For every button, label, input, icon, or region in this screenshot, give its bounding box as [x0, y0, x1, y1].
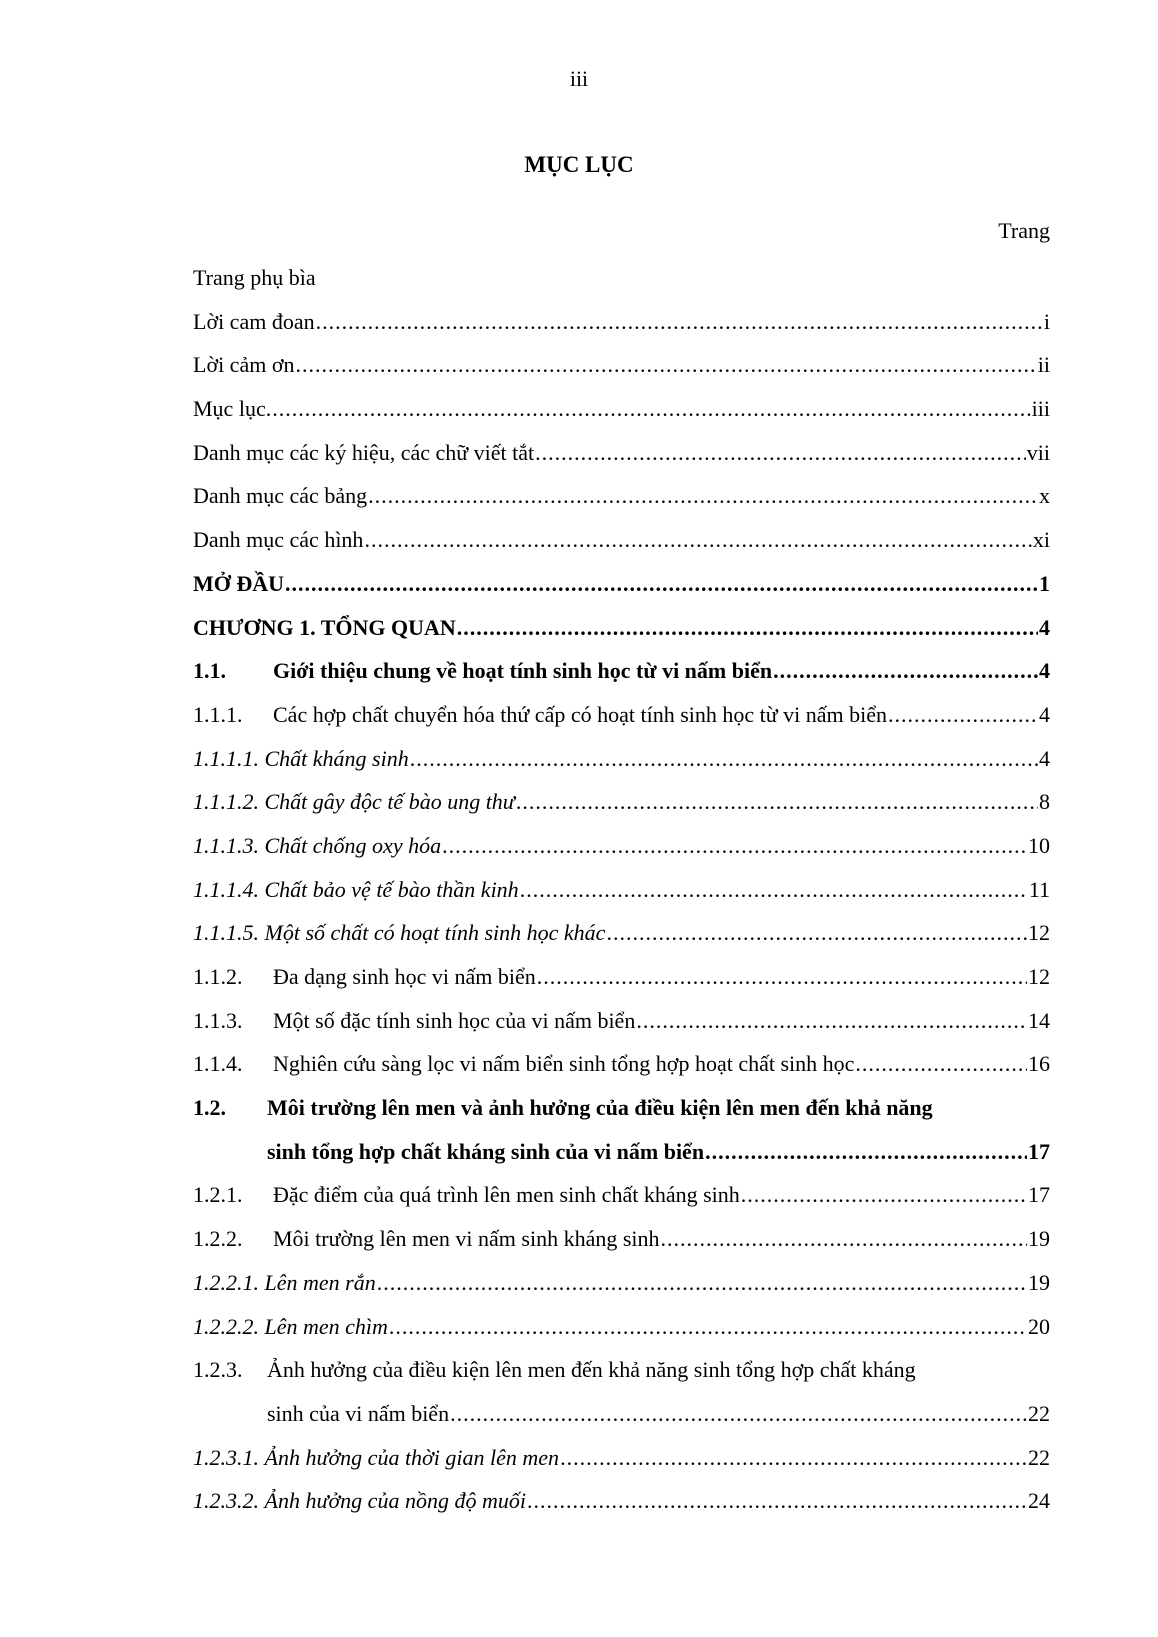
- toc-entry-page: xi: [1032, 527, 1050, 553]
- toc-entry-text: CHƯƠNG 1. TỔNG QUAN: [193, 614, 456, 640]
- toc-entry-number: 1.2.: [193, 1095, 226, 1121]
- table-of-contents: [193, 256, 1050, 1523]
- toc-entry-1-2-continued[interactable]: [193, 1130, 1050, 1174]
- dot-leader: [442, 824, 1027, 868]
- toc-entry-page: 19: [1028, 1269, 1050, 1295]
- toc-entry-text-line2: sinh tổng hợp chất kháng sinh của vi nấm biển: [267, 1138, 705, 1164]
- toc-entry-text: Một số đặc tính sinh học của vi nấm biển: [273, 1007, 636, 1033]
- toc-entry-text: Đa dạng sinh học vi nấm biển: [273, 964, 536, 989]
- toc-entry-declaration[interactable]: [193, 300, 1050, 344]
- toc-entry-1-2[interactable]: [193, 1086, 1050, 1130]
- dot-leader: [773, 649, 1038, 693]
- toc-entry-text: 1.1.1.3. Chất chống oxy hóa: [193, 832, 442, 858]
- page-title: MỤC LỤC: [524, 152, 634, 177]
- dot-leader: [377, 1261, 1027, 1305]
- toc-entry-text: Giới thiệu chung về hoạt tính sinh học từ vi nấm biển: [273, 658, 773, 684]
- toc-entry-text: Mục lục.: [193, 396, 272, 422]
- dot-leader: [888, 693, 1038, 737]
- toc-entry-page: 12: [1028, 920, 1050, 946]
- toc-entry-text: 1.1.1.5. Một số chất có hoạt tính sinh học khác: [193, 920, 606, 946]
- toc-entry-text: Môi trường lên men vi nấm sinh kháng sinh: [273, 1226, 660, 1252]
- dot-leader: [606, 911, 1027, 955]
- toc-entry-tables[interactable]: [193, 474, 1050, 518]
- toc-entry-page: 12: [1028, 964, 1050, 989]
- toc-entry-abbreviations[interactable]: [193, 431, 1050, 475]
- toc-entry-page: 4: [1039, 701, 1050, 727]
- toc-entry-number: 1.1.: [193, 658, 226, 684]
- toc-entry-1-2-2[interactable]: [193, 1217, 1050, 1261]
- toc-entry-number: 1.2.2.: [193, 1226, 243, 1252]
- toc-entry-1-1-3[interactable]: [193, 999, 1050, 1043]
- dot-leader: [636, 999, 1027, 1043]
- toc-entry-page: 4: [1039, 658, 1050, 684]
- toc-entry-1-1-4[interactable]: [193, 1042, 1050, 1086]
- dot-leader: [410, 737, 1038, 781]
- toc-entry-page: 14: [1028, 1007, 1050, 1033]
- toc-entry-page: 24: [1028, 1488, 1050, 1514]
- toc-entry-text: 1.2.3.2. Ảnh hưởng của nồng độ muối: [193, 1488, 526, 1514]
- toc-entry-page: 22: [1028, 1444, 1050, 1470]
- toc-entry-1-2-3-continued[interactable]: [193, 1392, 1050, 1436]
- toc-entry-text: Danh mục các ký hiệu, các chữ viết tắt: [193, 439, 535, 465]
- toc-entry-number: 1.1.3.: [193, 1007, 243, 1033]
- toc-entry-1-2-3-1[interactable]: [193, 1436, 1050, 1480]
- page-column-header: Trang: [998, 218, 1050, 243]
- dot-leader: [855, 1042, 1027, 1086]
- toc-entry-1-1-1-4[interactable]: [193, 868, 1050, 912]
- toc-entry-text-line1: Môi trường lên men và ảnh hưởng của điều kiện lên men đến khả năng: [267, 1095, 933, 1121]
- toc-entry-number: 1.1.1.: [193, 701, 243, 727]
- dot-leader: [520, 868, 1028, 912]
- toc-entry-page: 17: [1028, 1182, 1050, 1208]
- toc-entry-chapter-1[interactable]: [193, 606, 1050, 650]
- toc-entry-1-1-2[interactable]: [193, 955, 1050, 999]
- dot-leader: [537, 955, 1027, 999]
- dot-leader: [705, 1130, 1027, 1174]
- toc-entry-page: 17: [1028, 1138, 1050, 1164]
- toc-entry-1-1-1[interactable]: [193, 693, 1050, 737]
- toc-entry-cover[interactable]: [193, 256, 1050, 300]
- toc-entry-1-1-1-2[interactable]: [193, 780, 1050, 824]
- toc-entry-1-1-1-1[interactable]: [193, 737, 1050, 781]
- toc-entry-page: x: [1039, 483, 1050, 509]
- toc-entry-text: Danh mục các bảng: [193, 483, 368, 509]
- toc-entry-page: 1: [1039, 570, 1050, 596]
- toc-entry-1-2-2-1[interactable]: [193, 1261, 1050, 1305]
- toc-entry-text: 1.1.1.4. Chất bảo vệ tế bào thần kinh: [193, 876, 519, 902]
- dot-leader: [364, 518, 1031, 562]
- toc-entry-page: 8: [1039, 789, 1050, 815]
- toc-entry-number: 1.2.1.: [193, 1182, 243, 1208]
- toc-entry-text: Danh mục các hình: [193, 527, 364, 553]
- dot-leader: [389, 1305, 1027, 1349]
- toc-entry-introduction[interactable]: [193, 562, 1050, 606]
- toc-entry-contents[interactable]: [193, 387, 1050, 431]
- toc-entry-page: 20: [1028, 1313, 1050, 1339]
- toc-entry-page: i: [1043, 308, 1050, 334]
- toc-entry-text: Lời cam đoan: [193, 308, 315, 334]
- toc-entry-text: Các hợp chất chuyển hóa thứ cấp có hoạt tính sinh học từ vi nấm biển: [273, 701, 888, 727]
- toc-entry-text-line1: Ảnh hưởng của điều kiện lên men đến khả năng sinh tổng hợp chất kháng: [267, 1357, 916, 1383]
- toc-entry-text: 1.2.3.1. Ảnh hưởng của thời gian lên men: [193, 1444, 560, 1470]
- dot-leader: [457, 606, 1038, 650]
- toc-entry-page: 4: [1039, 614, 1050, 640]
- toc-entry-page: 19: [1028, 1226, 1050, 1252]
- dot-leader: [535, 431, 1026, 475]
- toc-entry-1-2-3-2[interactable]: [193, 1479, 1050, 1523]
- toc-entry-1-2-3[interactable]: [193, 1348, 1050, 1392]
- toc-entry-acknowledgement[interactable]: [193, 343, 1050, 387]
- toc-entry-page: ii: [1037, 352, 1050, 378]
- dot-leader: [527, 1479, 1027, 1523]
- toc-entry-text: 1.2.2.2. Lên men chìm: [193, 1313, 388, 1339]
- toc-entry-1-1-1-5[interactable]: [193, 911, 1050, 955]
- toc-entry-text: 1.2.2.1. Lên men rắn: [193, 1269, 376, 1295]
- toc-entry-number: 1.2.3.: [193, 1357, 243, 1383]
- dot-leader: [316, 300, 1043, 344]
- toc-entry-page: 16: [1028, 1051, 1050, 1077]
- dot-leader: [560, 1436, 1027, 1480]
- toc-entry-page: 4: [1039, 745, 1050, 771]
- toc-entry-1-1[interactable]: [193, 649, 1050, 693]
- toc-entry-text: Nghiên cứu sàng lọc vi nấm biển sinh tổng hợp hoạt chất sinh học: [273, 1051, 855, 1077]
- dot-leader: [285, 562, 1038, 606]
- dot-leader: [450, 1392, 1027, 1436]
- dot-leader: [661, 1217, 1027, 1261]
- toc-entry-text: MỞ ĐẦU: [193, 570, 285, 596]
- dot-leader: [295, 343, 1036, 387]
- toc-entry-1-1-1-3[interactable]: [193, 824, 1050, 868]
- toc-entry-figures[interactable]: [193, 518, 1050, 562]
- page-number: iii: [569, 66, 589, 91]
- toc-entry-text-line2: sinh của vi nấm biển: [267, 1400, 450, 1426]
- toc-entry-1-2-1[interactable]: [193, 1173, 1050, 1217]
- dot-leader: [516, 780, 1038, 824]
- toc-entry-text: Đặc điểm của quá trình lên men sinh chất kháng sinh: [273, 1182, 740, 1208]
- toc-entry-number: 1.1.2.: [193, 964, 243, 989]
- toc-entry-text: 1.1.1.1. Chất kháng sinh: [193, 745, 409, 771]
- toc-entry-page: iii: [1031, 396, 1050, 422]
- toc-entry-1-2-2-2[interactable]: [193, 1305, 1050, 1349]
- dot-leader: [368, 474, 1038, 518]
- toc-entry-page: 10: [1028, 832, 1050, 858]
- toc-entry-text: 1.1.1.2. Chất gây độc tế bào ung thư: [193, 789, 515, 815]
- toc-entry-page: 22: [1028, 1400, 1050, 1426]
- toc-entry-number: 1.1.4.: [193, 1051, 243, 1077]
- toc-entry-text: Lời cảm ơn: [193, 352, 295, 378]
- toc-entry-text: Trang phụ bìa: [193, 265, 316, 290]
- toc-entry-page: vii: [1026, 439, 1050, 465]
- dot-leader: [741, 1173, 1027, 1217]
- toc-entry-page: 11: [1028, 876, 1050, 902]
- dot-leader: [272, 387, 1030, 431]
